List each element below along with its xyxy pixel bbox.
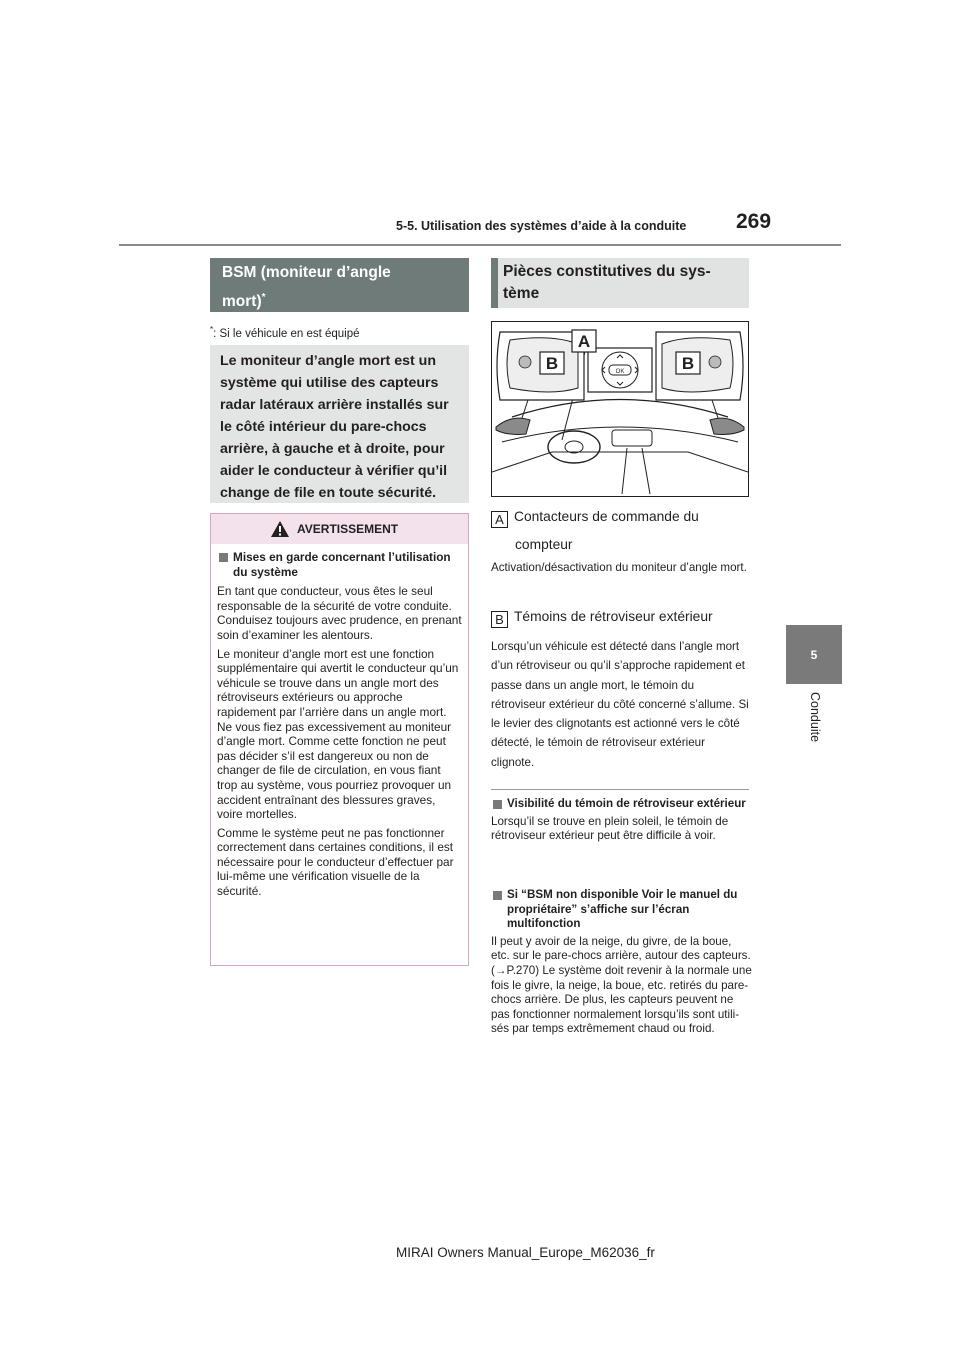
callout-a-description: Activation/désactivation du moniteur d’angle mort.	[491, 561, 747, 574]
callout-a-title-line2: compteur	[515, 537, 573, 552]
warning-paragraph: Comme le système peut ne pas fonctionner correctement dans certaines conditions, il est nécessaire pour le conducteur d’effectuer par lui-même une vérification visuelle de la sécurité.	[217, 825, 454, 899]
warning-header	[211, 514, 468, 544]
bullet-square-icon	[493, 800, 502, 809]
chapter-label: Conduite	[808, 692, 822, 743]
bullet-square-icon	[493, 891, 502, 900]
page-number: 269	[736, 210, 772, 233]
bullet-square-icon	[219, 553, 228, 562]
footer-manual-id: MIRAI Owners Manual_Europe_M62036_fr	[396, 1245, 655, 1260]
figure-label-b-left: B	[545, 354, 559, 373]
section-divider	[491, 789, 749, 790]
dashboard-svg	[492, 322, 748, 496]
ok-button-label: OK	[615, 369, 625, 375]
chapter-tab[interactable]	[786, 625, 842, 684]
figure-label-a: A	[577, 332, 591, 351]
warning-label: AVERTISSEMENT	[297, 522, 399, 536]
warning-paragraph: En tant que conducteur, vous êtes le seul responsable de la sécurité de votre conduite. Conduisez toujours avec prudence, en prenant soin d’examiner les alentours.	[217, 584, 462, 642]
callout-b-description: Lorsqu’un véhicule est détecté dans l’angle mort d’un rétroviseur ou qu’il s’approche rapidement et passe dans un angle mort, le témoin du rétroviseur extérieur du côté concerné s’allume. Si le levier des clignotants est actionné vers le côté détecté, le témoin de rétroviseur extérieur clignote.	[491, 640, 749, 769]
section-title: 5-5. Utilisation des systèmes d’aide à la conduite	[396, 219, 687, 233]
note-bsm-unavailable: Si “BSM non disponible Voir le manuel du propriétaire” s’affiche sur l’écran multifonction Il peut y avoir de la neige, du givre, de la boue, etc. sur le pare-chocs arrière, autour des capteurs. (→P.270) Le système doit revenir à la normale une fois le givre, la neige, la boue, etc. retirés du pare-chocs arrière. De plus, les capteurs peuvent ne pas fonctionner normalement lorsqu’ils sont utilisés par temps extrêmement chaud ou froid.	[491, 888, 752, 1036]
intro-box: Le moniteur d’angle mort est un système qui utilise des capteurs radar latéraux arrière installés sur le côté intérieur du pare-chocs arrière, à gauche et à droite, pour aider le conducteur à vérifier qu’il change de file en toute sécurité.	[210, 345, 469, 503]
warning-box	[210, 513, 469, 966]
callout-b-title: B Témoins de rétroviseur extérieur	[491, 609, 713, 628]
equipment-footnote: *: Si le véhicule en est équipé	[210, 325, 360, 340]
warning-triangle-icon	[270, 520, 290, 538]
dashboard-illustration	[491, 321, 749, 497]
note-visibility: Visibilité du témoin de rétroviseur extérieur Lorsqu’il se trouve en plein soleil, le témoin de rétroviseur extérieur peut être difficile à voir.	[491, 797, 746, 843]
warning-subheading: Mises en garde concernant l’utilisation du système	[217, 550, 462, 579]
callout-a-title: A Contacteurs de commande du	[491, 509, 699, 528]
warning-paragraph: Le moniteur d’angle mort est une fonction supplémentaire qui avertit le conducteur qu’un véhicule se trouve dans un angle mort des rétroviseurs extérieurs ou approche rapidement par l’arrière dans un angle mort. Ne vous fiez pas excessivement au moniteur d’angle mort. Comme cette fonction ne peut pas décider s’il est dangereux ou non de changer de file de circulation, en vous fiant trop au système, vous pourriez provoquer un accident entraînant des blessures graves, voire mortelles.	[217, 646, 459, 822]
bsm-title: BSM (moniteur d’angle mort)*	[210, 258, 469, 312]
chapter-number: 5	[810, 647, 818, 662]
figure-label-b-right: B	[681, 354, 695, 373]
components-title: Pièces constitutives du système	[491, 258, 749, 308]
callout-b-box: B	[491, 611, 508, 628]
header-rule	[119, 244, 841, 246]
callout-a-box: A	[491, 511, 508, 528]
